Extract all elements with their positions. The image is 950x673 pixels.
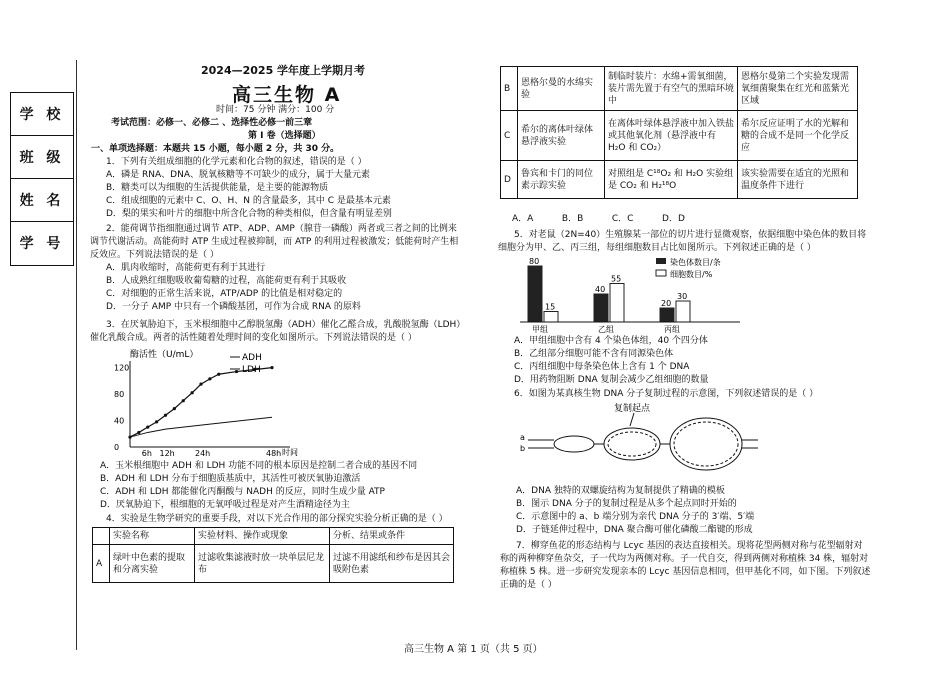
table-cell: 鲁宾和卡门的同位素示踪实验	[518, 161, 605, 199]
bar-chromosome	[660, 308, 674, 322]
y-tick-label: 0	[114, 443, 120, 452]
table-cell: 绿叶中色素的提取和分离实验	[110, 545, 195, 583]
page-title: 高三生物 A	[232, 84, 342, 106]
q3-option-c: C．ADH 和 LDH 都能催化丙酮酸与 NADH 的反应，同时生成少量 ATP	[100, 487, 385, 497]
chart-ticks	[114, 364, 281, 457]
x-tick-label: 6h	[141, 449, 152, 457]
q3-option-a: A．玉米根细胞中 ADH 和 LDH 功能不同的根本原因是控制二者合成的基因不同	[100, 461, 418, 471]
adh-point	[182, 399, 185, 402]
table-cell: 该实验需要在适宜的光照和温度条件下进行	[738, 161, 858, 199]
q6-option-c: C．示意图中的 a、b 端分别为亲代 DNA 分子的 3′端、5′端	[516, 512, 755, 522]
q6-option-b: B．图示 DNA 分子的复制过程是从多个起点同时开始的	[516, 499, 737, 509]
section-title: 第 I 卷（选择题）	[248, 131, 321, 141]
table-row	[501, 67, 858, 111]
q4-stem: 4．实验是生物学研究的重要手段，对以下光合作用的部分探究实验分析正确的是（ ）	[106, 514, 448, 524]
q7-stem-1: 7．柳穿鱼花的形态结构与 Lcyc 基因的表达直接相关。现将花型两侧对称与花型辐射对	[516, 541, 863, 551]
q1-option-b: B．糖类可以为细胞的生活提供能量，是主要的能源物质	[106, 183, 329, 193]
exam-name: 2024—2025 学年度上学期月考	[201, 64, 366, 77]
adh-point	[146, 426, 149, 429]
table-header: 实验材料、操作或现象	[195, 528, 330, 545]
question-2	[90, 223, 458, 314]
legend-swatch-cells	[656, 270, 666, 276]
table-header: 分析、结果或条件	[330, 528, 454, 545]
table-cell: 恩格尔曼第二个实验发现需氧细菌聚集在红光和蓝紫光区域	[738, 67, 858, 111]
adh-point	[235, 370, 238, 373]
q2-option-d: D．一分子 AMP 中只有一个磷酸基团，可作为合成 RNA 的原料	[106, 302, 361, 312]
q5-option-d: D．用药物阻断 DNA 复制会减少乙组细胞的数量	[514, 375, 709, 385]
binding-line	[76, 60, 77, 650]
question-1	[106, 156, 392, 221]
bar-category-label: 甲组	[532, 325, 548, 334]
adh-point	[270, 366, 273, 369]
daughter-strand-3	[674, 422, 738, 466]
q6-stem: 6．如图为某真核生物 DNA 分子复制过程的示意图，下列叙述错误的是（ ）	[514, 389, 819, 399]
q2-stem-1: 2．能荷调节指细胞通过调节 ATP、ADP、AMP（腺苷一磷酸）两者或三者之间的比例来	[106, 224, 457, 234]
x-tick-label: 24h	[195, 449, 211, 457]
bar-value-label: 40	[595, 285, 606, 294]
adh-points	[128, 366, 273, 439]
question-5	[498, 229, 866, 255]
legend-chromosome: 染色体数目/条	[670, 258, 721, 267]
end-a-label: a	[520, 433, 525, 442]
q6-option-a: A．DNA 独特的双螺旋结构为复制提供了精确的模板	[516, 486, 725, 496]
q3-option-b: B．ADH 和 LDH 分布于细胞质基质中，其活性可被厌氧胁迫激活	[100, 474, 361, 484]
bars	[528, 258, 690, 334]
q6-option-d: D．子链延伸过程中，DNA 聚合酶可催化磷酸二酯键的形成	[516, 525, 753, 535]
class-label: 班 级	[11, 136, 73, 179]
chart-ylabel: 酶活性（U/mL）	[130, 350, 199, 360]
q1-option-a: A．磷是 RNA、DNA、脱氧核糖等不可缺少的成分，属于大量元素	[106, 170, 370, 180]
daughter-strand-2	[608, 432, 656, 456]
x-tick-label: 12h	[159, 449, 175, 457]
bar-cells	[676, 301, 690, 322]
legend-swatch-chromosome	[656, 258, 666, 264]
legend-adh: ADH	[242, 353, 262, 363]
q6-options	[516, 485, 754, 537]
q5-stem-1: 5．对老鼠（2N=40）生殖腺某一部位的切片进行显微观察，依据细胞中染色体的数目将	[514, 230, 867, 240]
q3-options	[100, 460, 417, 512]
x-tick-label: 48h	[266, 449, 282, 457]
replication-bubble-3	[670, 418, 742, 470]
adh-point	[164, 414, 167, 417]
bar-value-label: 80	[529, 258, 540, 266]
legend-ldh: LDH	[242, 365, 261, 375]
adh-point	[173, 407, 176, 410]
origin-pointer	[630, 413, 634, 426]
adh-point	[191, 391, 194, 394]
q3-stem-2: 催化乳酸合成。两者的活性随着处理时间的变化如图所示。下列说法错误的是（ ）	[90, 333, 417, 343]
table-header: 实验名称	[110, 528, 195, 545]
dna-replication-diagram	[520, 402, 760, 478]
q5-option-c: C．丙组细胞中每条染色体上含有 1 个 DNA	[514, 362, 690, 372]
table-cell: C	[501, 111, 518, 161]
q2-option-b: B．人成熟红细胞吸收葡萄糖的过程，高能荷更有利于其吸收	[106, 276, 347, 286]
replication-origin-label: 复制起点	[614, 404, 651, 414]
table-cell: 希尔的离体叶绿体悬浮液实验	[518, 111, 605, 161]
legend-cells: 细胞数目/%	[670, 270, 713, 279]
student-id-label: 学 号	[19, 236, 65, 252]
bar-chromosome	[594, 294, 608, 322]
enzyme-activity-chart	[100, 347, 330, 457]
table-cell: B	[501, 67, 518, 111]
student-info-box	[10, 92, 74, 266]
replication-bubble-1	[554, 436, 594, 452]
name-label: 姓 名	[11, 179, 73, 222]
adh-point	[208, 377, 211, 380]
q3-option-d: D．厌氧胁迫下，根细胞的无氧呼吸过程是对产生酒精途径为主	[100, 500, 350, 510]
q7-stem-2: 称的两种柳穿鱼杂交，子一代均为两侧对称。子一代自交，得到两侧对称植株 34 株，辐射对	[500, 554, 869, 564]
q1-stem: 1．下列有关组成细胞的化学元素和化合物的叙述，错误的是（ ）	[106, 157, 367, 167]
q2-stem-2: 调节代谢活动。高能荷时 ATP 生成过程被抑制，而 ATP 的利用过程被激发；低能荷时产生相	[90, 237, 459, 247]
cell-group-bar-chart	[510, 258, 750, 336]
bar-value-label: 15	[545, 302, 556, 312]
q1-option-c: C．组成细胞的元素中 C、O、H、N 的含量最多，其中 C 是最基本元素	[106, 196, 391, 206]
table-cell: 恩格尔曼的水绵实验	[518, 67, 605, 111]
experiment-table-part2	[500, 66, 858, 199]
bar-cells	[544, 312, 558, 323]
table-cell: 希尔反应证明了水的光解和糖的合成不是同一个化学反应	[738, 111, 858, 161]
page-footer: 高三生物 A 第 1 页（共 5 页）	[404, 644, 543, 655]
question-7	[500, 540, 870, 592]
q7-stem-3: 称植株 5 株。进一步研究发现亲本的 Lcyc 基因信息相同，但甲基化不同，如下图。下列叙述	[500, 567, 871, 577]
table-cell: 过滤收集滤液时放一块单层尼龙布	[195, 545, 330, 583]
q5-options	[514, 335, 708, 387]
table-cell: D	[501, 161, 518, 199]
adh-point	[155, 420, 158, 423]
q2-option-a: A．肌肉收缩时，高能荷更有利于其进行	[106, 263, 266, 273]
table-header-row	[93, 528, 454, 545]
bar-legend	[656, 258, 721, 279]
adh-point	[137, 431, 140, 434]
q2-option-c: C．对细胞的正常生活来说，ATP/ADP 的比值是相对稳定的	[106, 289, 343, 299]
bar-cells	[610, 284, 624, 323]
y-tick-label: 80	[114, 390, 125, 400]
adh-point	[128, 435, 131, 438]
time-score: 时间：75 分钟 满分：100 分	[216, 105, 335, 115]
experiment-table-part1	[92, 527, 454, 583]
end-b-label: b	[520, 444, 526, 453]
y-tick-label: 120	[114, 363, 130, 373]
table-cell: A	[93, 545, 110, 583]
bar-category-label: 乙组	[598, 325, 614, 334]
adh-point	[217, 373, 220, 376]
table-row	[501, 161, 858, 199]
table-cell: 在离体叶绿体悬浮液中加入铁盐或其他氧化剂（悬浮液中有 H₂O 和 CO₂）	[605, 111, 738, 161]
q5-option-b: B．乙组部分细胞可能不含有同源染色体	[514, 349, 674, 359]
table-row	[501, 111, 858, 161]
q3-stem-1: 3．在厌氧胁迫下，玉米根细胞中乙醇脱氢酶（ADH）催化乙醛合成，乳酸脱氢酶（LDH）	[106, 320, 466, 330]
exam-scope: 考试范围：必修一、必修二 、选择性必修一前三章	[111, 118, 313, 128]
table-cell: 对照组是 C¹⁸O₂ 和 H₂O 实验组是 CO₂ 和 H₂¹⁸O	[605, 161, 738, 199]
adh-point	[199, 383, 202, 386]
bar-value-label: 20	[661, 299, 672, 308]
table-row	[93, 545, 454, 583]
bar-chromosome	[528, 266, 542, 322]
y-tick-label: 40	[114, 416, 125, 426]
part1-heading: 一、单项选择题：本题共 15 小题，每小题 2 分，共 30 分。	[91, 144, 340, 154]
q7-stem-4: 正确的是（ ）	[500, 580, 557, 590]
table-header	[93, 528, 110, 545]
q5-stem-2: 细胞分为甲、乙、丙三组，每组细胞数目占比如图所示。下列叙述正确的是（ ）	[498, 243, 816, 253]
q5-option-a: A．甲组细胞中含有 4 个染色体组，40 个四分体	[514, 336, 708, 346]
q1-option-d: D．梨的果实和叶片的细胞中所含化合物的种类相似，但含量有明显差别	[106, 209, 392, 219]
question-3	[90, 319, 465, 345]
replication-bubble-2	[604, 428, 660, 460]
adh-series-line	[130, 368, 272, 437]
ldh-series-line	[130, 417, 272, 437]
bar-category-label: 丙组	[664, 325, 680, 334]
chart-xlabel: 时间	[282, 448, 298, 457]
bar-value-label: 30	[677, 292, 688, 301]
q2-stem-3: 反效应。下列说法错误的是（ ）	[90, 250, 219, 260]
school-label: 学 校	[11, 93, 73, 136]
table-cell: 制临时装片：水绵+需氧细菌，装片需先置于有空气的黑暗环境中	[605, 67, 738, 111]
bar-value-label: 55	[611, 274, 622, 284]
table-cell: 过滤不用滤纸和纱布是因其会吸附色素	[330, 545, 454, 583]
q4-options: A．A B．B C．C D．D	[512, 214, 685, 224]
